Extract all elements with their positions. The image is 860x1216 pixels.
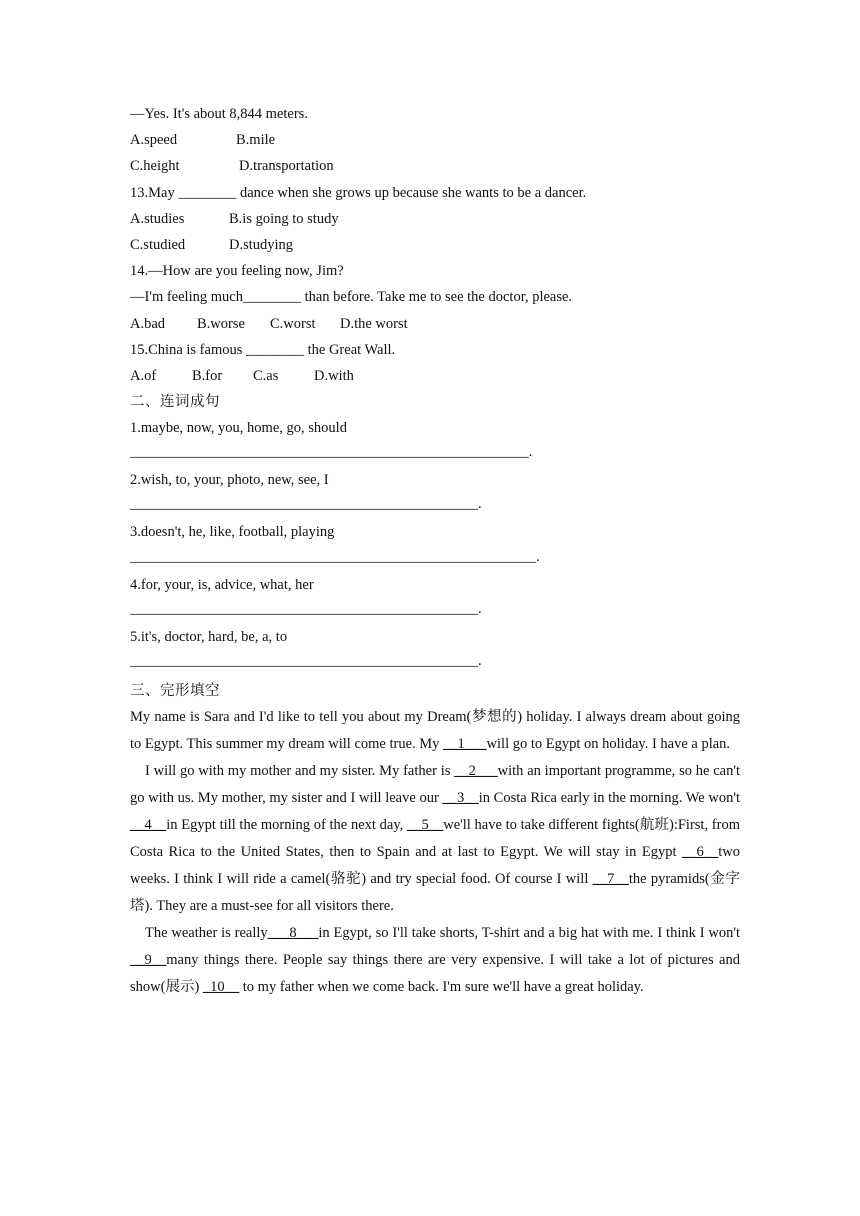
p3-text-3: many things there. People say things there are very expensive. I will take a lot of pictures and show(展示) <box>130 952 740 995</box>
blank-9: __9__ <box>130 952 167 968</box>
q12-options-row2 <box>130 153 740 179</box>
q15-options <box>130 363 740 389</box>
q15-option-c: C.as <box>253 367 279 384</box>
q12-option-b: B.mile <box>236 132 276 149</box>
p3-text-1: The weather is really <box>145 925 268 941</box>
q13-stem: 13.May ________ dance when she grows up because she wants to be a dancer. <box>130 184 587 201</box>
blank-5: __5__ <box>406 817 444 833</box>
blank-4: __4__ <box>130 817 167 833</box>
q15-option-b: B.for <box>192 367 223 384</box>
p1-text-1: My name is Sara and I'd like to tell you about my Dream(梦想的) holiday. I always dream about going to Egypt. This summer my dream will come true. My <box>130 709 740 752</box>
q13-option-b: B.is going to study <box>229 210 339 227</box>
cloze-paragraph-3 <box>130 920 740 1001</box>
q14-options <box>130 311 740 337</box>
q14-option-b: B.worse <box>197 315 245 332</box>
p2-text-7: the pyramids(金字塔). They are a must-see for all visitors there. <box>130 871 740 914</box>
p3-text-4: to my father when we come back. I'm sure we'll have a great holiday. <box>239 979 644 995</box>
s2-a4-line: ________________________________________________. <box>130 600 482 617</box>
s2-q2: 2.wish, to, your, photo, new, see, I <box>130 472 329 489</box>
q13-option-a: A.studies <box>130 210 185 227</box>
p2-text-5: we'll have to take different fights(航班):First, from Costa Rica to the United States, then to Spain and at last to Egypt. We will stay in Egypt <box>130 817 740 860</box>
q14-option-c: C.worst <box>270 315 316 332</box>
s2-a5-line: ________________________________________________. <box>130 653 482 669</box>
q12-reply: —Yes. It's about 8,844 meters. <box>130 106 308 122</box>
q13-option-c: C.studied <box>130 236 186 253</box>
s2-q1: 1.maybe, now, you, home, go, should <box>130 420 347 437</box>
p2-text-4: in Egypt till the morning of the next day, <box>166 817 407 833</box>
p2-text-2: with an important programme, so he can't go with us. My mother, my sister and I will leave our <box>130 763 740 806</box>
q14-reply: —I'm feeling much________ than before. Take me to see the doctor, please. <box>130 289 573 306</box>
p2-text-3: in Costa Rica early in the morning. We won't <box>478 790 740 806</box>
p3-text-2: in Egypt, so I'll take shorts, T-shirt and a big hat with me. I think I won't <box>318 925 741 941</box>
blank-3: __3__ <box>442 790 479 806</box>
s2-a1-line: _______________________________________________________. <box>130 444 533 461</box>
s2-q5: 5.it's, doctor, hard, be, a, to <box>130 628 288 645</box>
blank-8: ___8___ <box>267 925 319 941</box>
q12-options-row1 <box>130 127 740 153</box>
s2-a2-line: ________________________________________________. <box>130 496 482 513</box>
q14-option-a: A.bad <box>130 315 166 332</box>
s2-a3-line: ________________________________________________________. <box>130 548 540 565</box>
blank-1: __1___ <box>443 736 487 752</box>
q15-option-a: A.of <box>130 367 157 384</box>
cloze-paragraph-2 <box>130 758 740 920</box>
q13-options-row2 <box>130 232 740 258</box>
p1-text-2: will go to Egypt on holiday. I have a plan. <box>486 736 731 752</box>
q14-stem: 14.—How are you feeling now, Jim? <box>130 263 344 280</box>
section-3-title: 三、完形填空 <box>130 683 220 699</box>
section-2-title: 二、连词成句 <box>130 394 220 411</box>
p2-text-6: two weeks. I think I will ride a camel(骆驼) and try special food. Of course I will <box>130 844 740 887</box>
s2-q3: 3.doesn't, he, like, football, playing <box>130 524 335 541</box>
blank-7: __7__ <box>592 871 629 887</box>
blank-6: __6__ <box>682 844 719 860</box>
blank-10: _10__ <box>202 979 240 995</box>
q12-option-c: C.height <box>130 158 180 175</box>
q12-option-d: D.transportation <box>239 158 334 175</box>
p2-text-1: I will go with my mother and my sister. My father is <box>145 763 455 779</box>
q15-stem: 15.China is famous ________ the Great Wall. <box>130 341 396 358</box>
blank-2: __2___ <box>454 763 498 779</box>
cloze-paragraph-1 <box>130 704 740 758</box>
q12-option-a: A.speed <box>130 132 178 149</box>
q14-option-d: D.the worst <box>340 315 408 332</box>
q15-option-d: D.with <box>314 367 354 384</box>
s2-q4: 4.for, your, is, advice, what, her <box>130 576 314 593</box>
q13-options-row1 <box>130 206 740 232</box>
worksheet-page <box>130 101 740 1001</box>
q13-option-d: D.studying <box>229 236 294 253</box>
